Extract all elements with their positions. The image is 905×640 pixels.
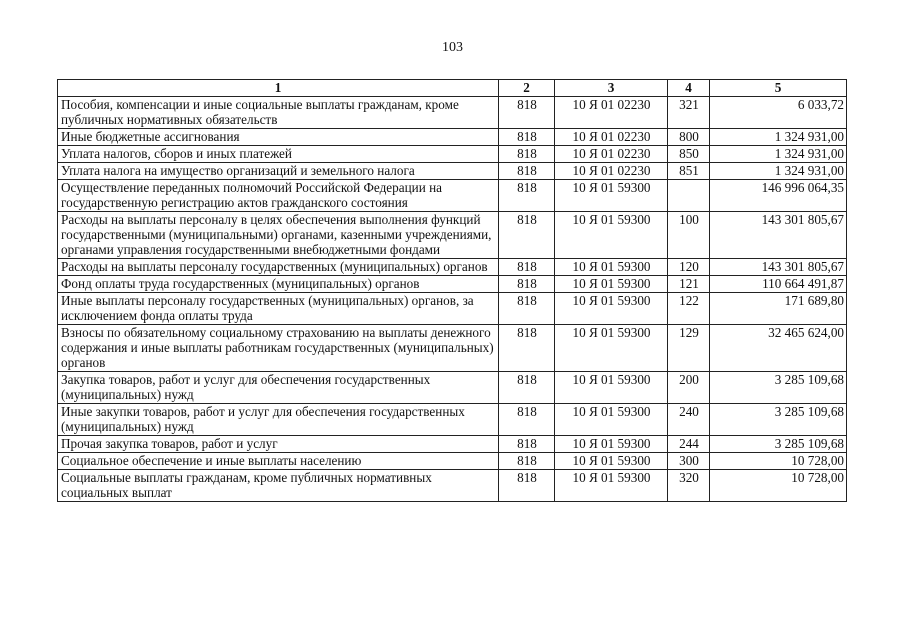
row-ved-cell: 818 <box>499 163 555 180</box>
row-vr-cell: 200 <box>668 372 710 404</box>
row-amount-cell: 6 033,72 <box>710 97 847 129</box>
row-name-cell: Иные бюджетные ассигнования <box>58 129 499 146</box>
table-row <box>58 372 847 404</box>
row-csr-cell: 10 Я 01 59300 <box>555 276 668 293</box>
row-amount-cell: 3 285 109,68 <box>710 404 847 436</box>
row-amount-cell: 146 996 064,35 <box>710 180 847 212</box>
row-vr-cell: 320 <box>668 470 710 502</box>
row-ved-cell: 818 <box>499 372 555 404</box>
table-row <box>58 180 847 212</box>
row-name-cell: Уплата налога на имущество организаций и земельного налога <box>58 163 499 180</box>
row-ved-cell: 818 <box>499 436 555 453</box>
header-col-5: 5 <box>710 80 847 97</box>
table-row <box>58 293 847 325</box>
row-name-cell: Фонд оплаты труда государственных (муниципальных) органов <box>58 276 499 293</box>
row-amount-cell: 32 465 624,00 <box>710 325 847 372</box>
table-row <box>58 470 847 502</box>
page-number: 103 <box>442 40 463 55</box>
row-vr-cell: 240 <box>668 404 710 436</box>
row-amount-cell: 1 324 931,00 <box>710 163 847 180</box>
header-col-3: 3 <box>555 80 668 97</box>
row-csr-cell: 10 Я 01 02230 <box>555 163 668 180</box>
row-name-cell: Иные выплаты персоналу государственных (муниципальных) органов, за исключением фонда оплаты труда <box>58 293 499 325</box>
header-col-1: 1 <box>58 80 499 97</box>
row-csr-cell: 10 Я 01 59300 <box>555 180 668 212</box>
table-row <box>58 97 847 129</box>
row-vr-cell: 122 <box>668 293 710 325</box>
row-ved-cell: 818 <box>499 293 555 325</box>
table-row <box>58 436 847 453</box>
row-csr-cell: 10 Я 01 02230 <box>555 129 668 146</box>
row-ved-cell: 818 <box>499 470 555 502</box>
row-name-cell: Пособия, компенсации и иные социальные выплаты гражданам, кроме публичных нормативных обязательств <box>58 97 499 129</box>
table-row <box>58 212 847 259</box>
row-csr-cell: 10 Я 01 02230 <box>555 146 668 163</box>
row-vr-cell: 129 <box>668 325 710 372</box>
row-ved-cell: 818 <box>499 404 555 436</box>
row-name-cell: Расходы на выплаты персоналу в целях обеспечения выполнения функций государственными (муниципальными) органами, казенными учреждениями, органами управления государственными внебюджетными фондами <box>58 212 499 259</box>
row-csr-cell: 10 Я 01 02230 <box>555 97 668 129</box>
row-amount-cell: 143 301 805,67 <box>710 259 847 276</box>
header-col-2: 2 <box>499 80 555 97</box>
table-body <box>58 97 847 502</box>
row-ved-cell: 818 <box>499 97 555 129</box>
row-amount-cell: 10 728,00 <box>710 470 847 502</box>
header-row <box>58 80 847 97</box>
row-csr-cell: 10 Я 01 59300 <box>555 404 668 436</box>
row-ved-cell: 818 <box>499 276 555 293</box>
row-vr-cell: 850 <box>668 146 710 163</box>
row-ved-cell: 818 <box>499 129 555 146</box>
row-name-cell: Социальные выплаты гражданам, кроме публичных нормативных социальных выплат <box>58 470 499 502</box>
row-ved-cell: 818 <box>499 180 555 212</box>
row-name-cell: Иные закупки товаров, работ и услуг для обеспечения государственных (муниципальных) нужд <box>58 404 499 436</box>
table-row <box>58 276 847 293</box>
row-csr-cell: 10 Я 01 59300 <box>555 212 668 259</box>
row-amount-cell: 3 285 109,68 <box>710 436 847 453</box>
row-vr-cell: 851 <box>668 163 710 180</box>
row-name-cell: Осуществление переданных полномочий Российской Федерации на государственную регистрацию актов гражданского состояния <box>58 180 499 212</box>
row-vr-cell: 244 <box>668 436 710 453</box>
row-name-cell: Взносы по обязательному социальному страхованию на выплаты денежного содержания и иные выплаты работникам государственных (муниципальных) органов <box>58 325 499 372</box>
row-csr-cell: 10 Я 01 59300 <box>555 436 668 453</box>
row-ved-cell: 818 <box>499 325 555 372</box>
row-vr-cell: 121 <box>668 276 710 293</box>
row-ved-cell: 818 <box>499 453 555 470</box>
row-vr-cell <box>668 180 710 212</box>
row-name-cell: Социальное обеспечение и иные выплаты населению <box>58 453 499 470</box>
row-csr-cell: 10 Я 01 59300 <box>555 325 668 372</box>
table-row <box>58 404 847 436</box>
table-row <box>58 325 847 372</box>
row-amount-cell: 1 324 931,00 <box>710 146 847 163</box>
header-col-4: 4 <box>668 80 710 97</box>
row-ved-cell: 818 <box>499 146 555 163</box>
row-name-cell: Уплата налогов, сборов и иных платежей <box>58 146 499 163</box>
row-amount-cell: 3 285 109,68 <box>710 372 847 404</box>
row-csr-cell: 10 Я 01 59300 <box>555 470 668 502</box>
row-name-cell: Расходы на выплаты персоналу государственных (муниципальных) органов <box>58 259 499 276</box>
row-name-cell: Прочая закупка товаров, работ и услуг <box>58 436 499 453</box>
row-csr-cell: 10 Я 01 59300 <box>555 453 668 470</box>
budget-table <box>57 79 847 502</box>
table-row <box>58 129 847 146</box>
row-amount-cell: 143 301 805,67 <box>710 212 847 259</box>
row-name-cell: Закупка товаров, работ и услуг для обеспечения государственных (муниципальных) нужд <box>58 372 499 404</box>
row-vr-cell: 800 <box>668 129 710 146</box>
row-vr-cell: 321 <box>668 97 710 129</box>
row-ved-cell: 818 <box>499 259 555 276</box>
table-row <box>58 453 847 470</box>
row-ved-cell: 818 <box>499 212 555 259</box>
row-amount-cell: 10 728,00 <box>710 453 847 470</box>
row-csr-cell: 10 Я 01 59300 <box>555 293 668 325</box>
table-row <box>58 163 847 180</box>
row-csr-cell: 10 Я 01 59300 <box>555 259 668 276</box>
row-amount-cell: 1 324 931,00 <box>710 129 847 146</box>
row-amount-cell: 110 664 491,87 <box>710 276 847 293</box>
row-vr-cell: 100 <box>668 212 710 259</box>
table-row <box>58 259 847 276</box>
table-row <box>58 146 847 163</box>
row-vr-cell: 300 <box>668 453 710 470</box>
row-vr-cell: 120 <box>668 259 710 276</box>
row-csr-cell: 10 Я 01 59300 <box>555 372 668 404</box>
row-amount-cell: 171 689,80 <box>710 293 847 325</box>
